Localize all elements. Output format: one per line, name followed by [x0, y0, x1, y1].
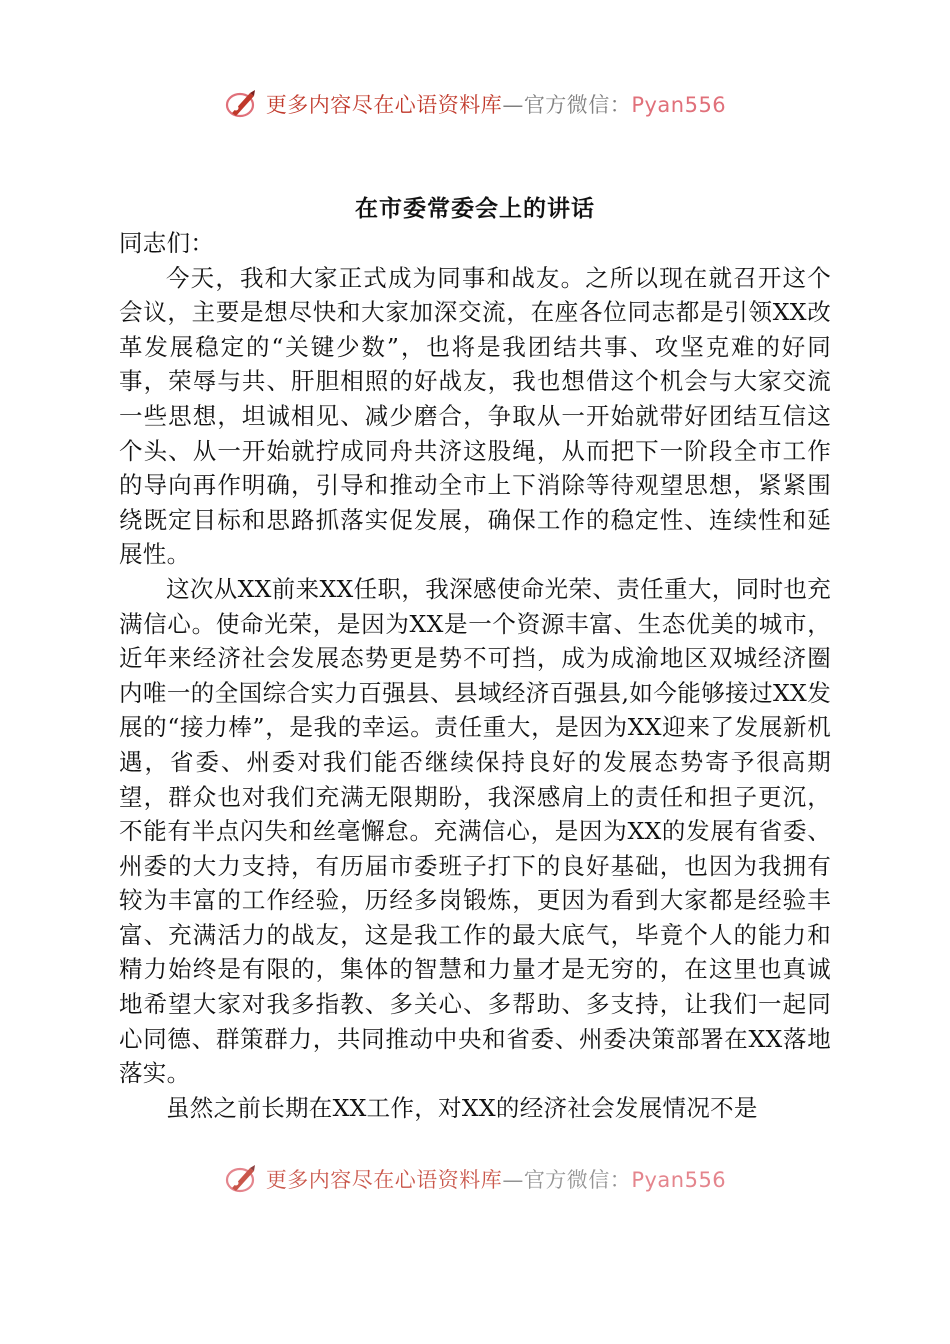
footer-watermark-handle: Pyan556 — [631, 1168, 727, 1192]
document-body — [119, 226, 831, 1125]
paragraph-1: 今天，我和大家正式成为同事和战友。之所以现在就召开这个会议，主要是想尽快和大家加深交流，在座各位同志都是引领XX改革发展稳定的“关键少数”，也将是我团结共事、攻坚克难的好同事，荣辱与共、肝胆相照的好战友，我也想借这个机会与大家交流一些思想，坦诚相见、减少磨合，争取从一开始就带好团结互信这个头、从一开始就拧成同舟共济这股绳，从而把下一阶段全市工作的导向再作明确，引导和推动全市上下消除等待观望思想，紧紧围绕既定目标和思路抓落实促发展，确保工作的稳定性、连续性和延展性。 — [119, 263, 831, 569]
footer-watermark — [0, 1162, 950, 1196]
header-watermark — [0, 84, 950, 124]
page-title: 在市委常委会上的讲话 — [355, 195, 595, 222]
footer-watermark-text-gray: —官方微信： — [502, 1168, 632, 1192]
paragraph-2: 这次从XX前来XX任职，我深感使命光荣、责任重大，同时也充满信心。使命光荣，是因为XX是一个资源丰富、生态优美的城市，近年来经济社会发展态势更是势不可挡，成为成渝地区双城经济圈内唯一的全国综合实力百强县、县域经济百强县,如今能够接过XX发展的“接力棒”，是我的幸运。责任重大，是因为XX迎来了发展新机遇，省委、州委对我们能否继续保持良好的发展态势寄予很高期望，群众也对我们充满无限期盼，我深感肩上的责任和担子更沉，不能有半点闪失和丝毫懈怠。充满信心，是因为XX的发展有省委、州委的大力支持，有历届市委班子打下的良好基础，也因为我拥有较为丰富的工作经验，历经多岗锻炼，更因为看到大家都是经验丰富、充满活力的战友，这是我工作的最大底气，毕竟个人的能力和精力始终是有限的，集体的智慧和力量才是无穷的，在这里也真诚地希望大家对我多指教、多关心、多帮助、多支持，让我们一起同心同德、群策群力，共同推动中央和省委、州委决策部署在XX落地落实。 — [119, 574, 831, 1088]
watermark-text-gray: —官方微信： — [502, 93, 632, 117]
paragraph-3: 虽然之前长期在XX工作，对XX的经济社会发展情况不是 — [166, 1093, 758, 1122]
salutation: 同志们： — [119, 229, 215, 257]
pen-logo-icon — [224, 1162, 260, 1196]
footer-watermark-text-red: 更多内容尽在心语资料库 — [265, 1168, 503, 1192]
pen-logo-icon — [224, 87, 260, 121]
watermark-text-red: 更多内容尽在心语资料库 — [265, 93, 503, 117]
watermark-handle: Pyan556 — [631, 93, 727, 117]
